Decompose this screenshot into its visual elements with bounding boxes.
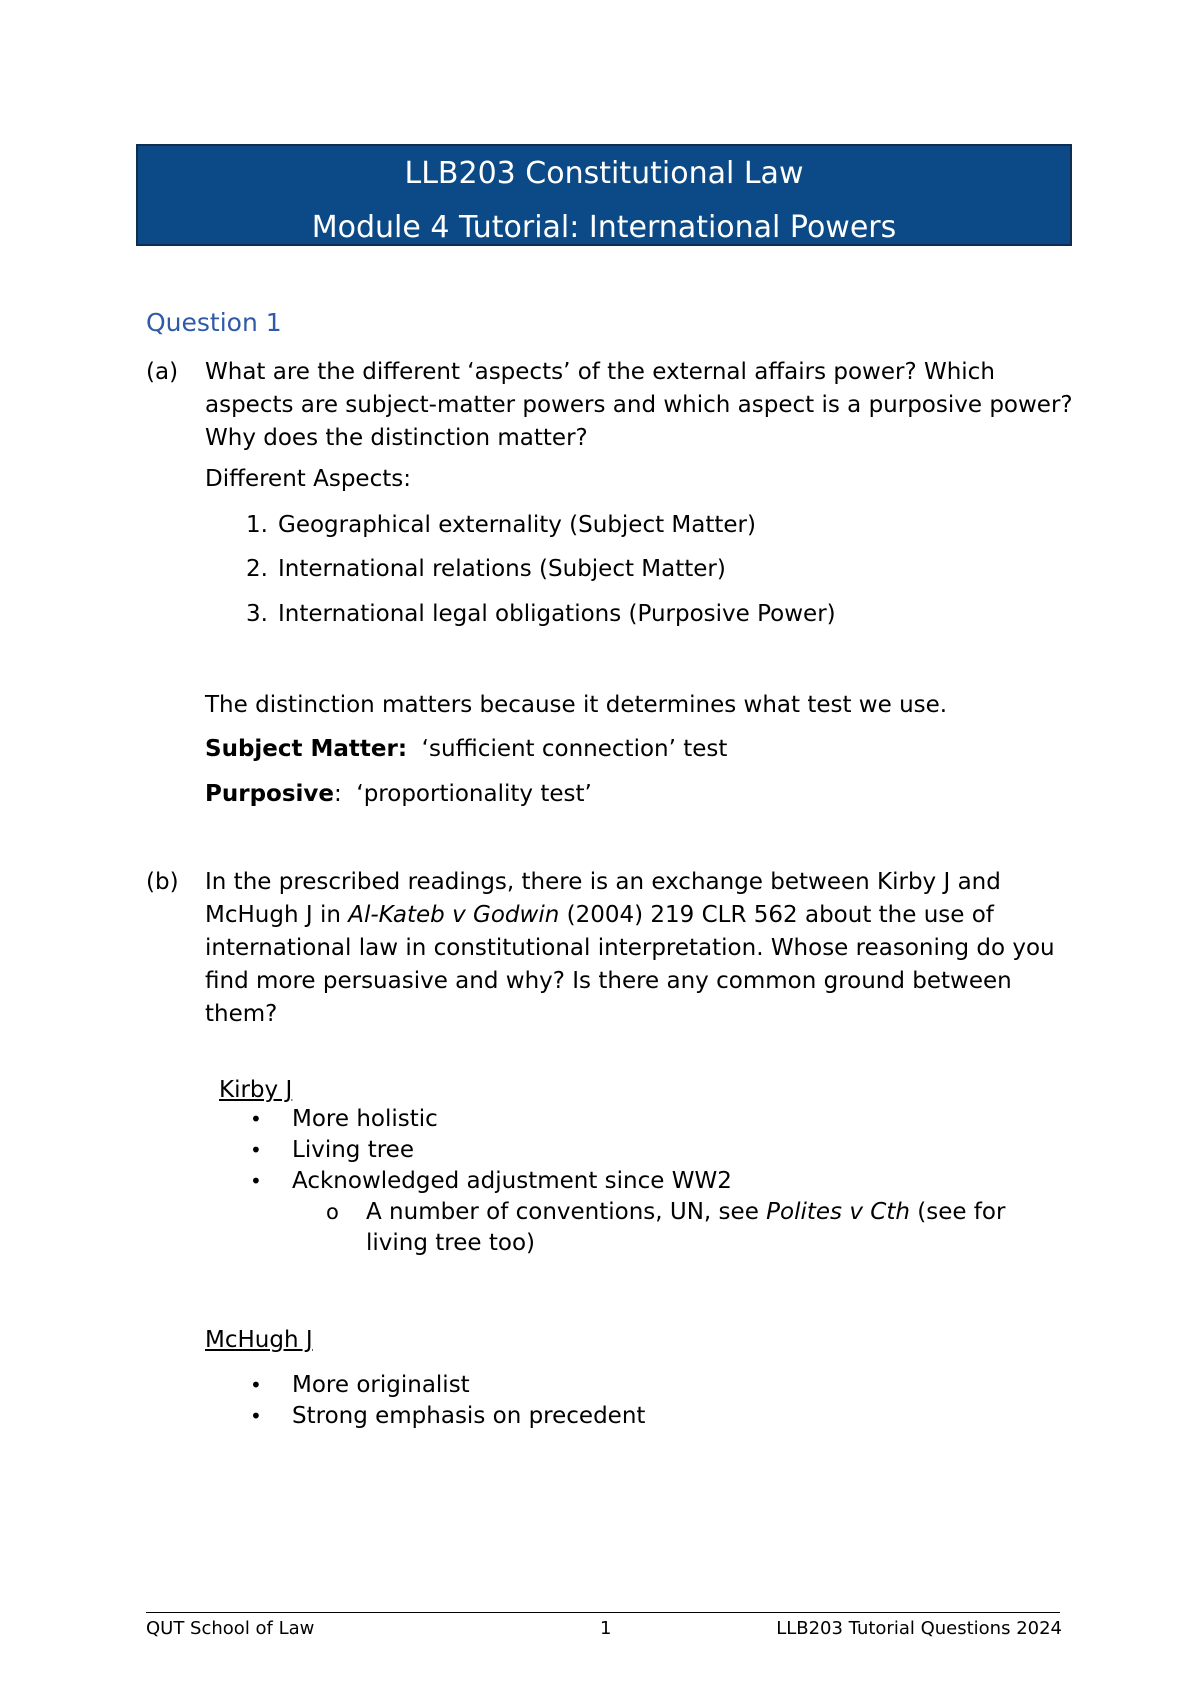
module-title: Module 4 Tutorial: International Powers xyxy=(311,210,897,245)
bullet-icon: • xyxy=(250,1404,262,1428)
page-number: 1 xyxy=(600,1618,612,1639)
bullet-icon: • xyxy=(250,1107,262,1131)
part-b-label: (b) xyxy=(146,869,179,895)
part-a-label: (a) xyxy=(146,359,179,385)
sub-bullet-icon: o xyxy=(326,1200,339,1224)
aspect-item: International legal obligations (Purposive Power) xyxy=(278,601,836,627)
part-b-question xyxy=(205,866,1075,1031)
case-name: Polites v Cth xyxy=(766,1199,910,1225)
footer-right: LLB203 Tutorial Questions 2024 xyxy=(776,1618,1062,1639)
question-1-heading: Question 1 xyxy=(146,308,282,337)
kirby-point: More holistic xyxy=(292,1106,438,1132)
subject-matter-test: ‘sufficient connection’ test xyxy=(407,736,728,762)
bullet-icon: • xyxy=(250,1138,262,1162)
bullet-icon: • xyxy=(250,1373,262,1397)
aspect-number: 2. xyxy=(246,556,268,582)
part-b-text-start: In the prescribed readings, there is an exchange between Kirby J and McHugh J in xyxy=(205,869,1001,928)
part-b-text-end: (2004) 219 CLR 562 about the use of international law in constitutional interpretation. Whose reasoning do you find more persuasive and why? Is there any common ground between them? xyxy=(205,902,1055,1027)
footer-divider xyxy=(146,1612,1060,1613)
aspects-heading: Different Aspects: xyxy=(205,466,411,492)
aspect-item: International relations (Subject Matter) xyxy=(278,556,726,582)
subject-matter-line xyxy=(205,733,1075,766)
mchugh-heading: McHugh J xyxy=(205,1327,313,1353)
title-banner xyxy=(136,144,1072,246)
distinction-text: The distinction matters because it determines what test we use. xyxy=(205,692,948,718)
kirby-heading: Kirby J xyxy=(219,1077,293,1103)
mchugh-point: More originalist xyxy=(292,1372,470,1398)
kirby-sub-text-start: A number of conventions, UN, see xyxy=(366,1199,767,1225)
subject-matter-label: Subject Matter: xyxy=(205,736,408,762)
purposive-line xyxy=(205,778,1075,811)
course-title: LLB203 Constitutional Law xyxy=(404,156,804,191)
purposive-label: Purposive xyxy=(205,781,335,807)
kirby-point: Living tree xyxy=(292,1137,414,1163)
footer-left: QUT School of Law xyxy=(146,1618,315,1639)
aspect-item: Geographical externality (Subject Matter) xyxy=(278,512,756,538)
purposive-test: : ‘proportionality test’ xyxy=(334,781,592,807)
aspect-number: 1. xyxy=(246,512,268,538)
mchugh-point: Strong emphasis on precedent xyxy=(292,1403,646,1429)
aspect-number: 3. xyxy=(246,601,268,627)
case-name: Al-Kateb v Godwin xyxy=(348,902,560,928)
kirby-point: Acknowledged adjustment since WW2 xyxy=(292,1168,732,1194)
kirby-sub-text-end: (see for living tree too) xyxy=(366,1199,1006,1256)
bullet-icon: • xyxy=(250,1169,262,1193)
part-a-question: What are the different ‘aspects’ of the external affairs power? Which aspects are subject-matter powers and which aspect is a purposive power? Why does the distinction matter? xyxy=(205,359,1073,451)
kirby-sub-point xyxy=(366,1197,1066,1259)
